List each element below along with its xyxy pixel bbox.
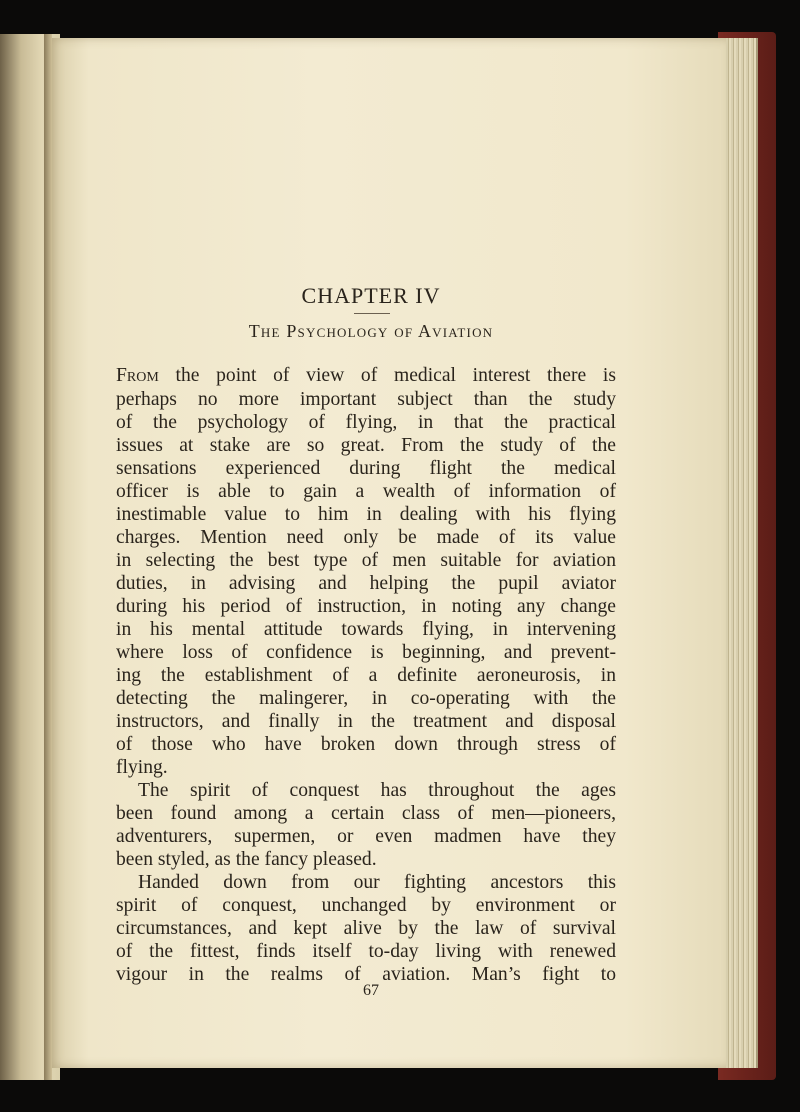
text-line: of the fittest, finds itself to-day living with renewed xyxy=(116,941,616,962)
text-line: Handed down from our fighting ancestors this xyxy=(138,872,616,893)
page-gutter xyxy=(44,34,52,1080)
text-line: duties, in advising and helping the pupil aviator xyxy=(116,573,616,594)
text-line: during his period of instruction, in noting any change xyxy=(116,596,616,617)
opening-word: From xyxy=(116,365,159,386)
text-line: detecting the malingerer, in co-operating with the xyxy=(116,688,616,709)
text-line: adventurers, supermen, or even madmen have they xyxy=(116,826,616,847)
text-line: where loss of confidence is beginning, and prevent- xyxy=(116,642,616,663)
text-line: The spirit of conquest has throughout the ages xyxy=(138,780,616,801)
text-line: perhaps no more important subject than the study xyxy=(116,389,616,410)
page-number: 67 xyxy=(363,982,379,999)
text-line: vigour in the realms of aviation. Man’s fight to xyxy=(116,964,616,985)
text-line: circumstances, and kept alive by the law of survival xyxy=(116,918,616,939)
text-line: inestimable value to him in dealing with his flying xyxy=(116,504,616,525)
chapter-heading: CHAPTER IV xyxy=(301,283,441,308)
text-line: spirit of conquest, unchanged by environment or xyxy=(116,895,616,916)
text-line: From the point of view of medical interest there is xyxy=(116,365,616,386)
text-line: in his mental attitude towards flying, in intervening xyxy=(116,619,616,640)
text-line: been styled, as the fancy pleased. xyxy=(116,849,377,870)
text-line: ing the establishment of a definite aeroneurosis, in xyxy=(116,665,616,686)
text-line: of the psychology of flying, in that the practical xyxy=(116,412,616,433)
text-line: in selecting the best type of men suitable for aviation xyxy=(116,550,616,571)
heading-rule xyxy=(354,313,390,314)
text-line: issues at stake are so great. From the study of the xyxy=(116,435,616,456)
text-line: charges. Mention need only be made of its value xyxy=(116,527,616,548)
text-line: of those who have broken down through stress of xyxy=(116,734,616,755)
text-line: instructors, and finally in the treatment and disposal xyxy=(116,711,616,732)
text-line: flying. xyxy=(116,757,168,778)
text-line: sensations experienced during flight the medical xyxy=(116,458,616,479)
chapter-title: The Psychology of Aviation xyxy=(248,321,494,341)
text-line: been found among a certain class of men—pioneers, xyxy=(116,803,616,824)
text-line: officer is able to gain a wealth of information of xyxy=(116,481,616,502)
